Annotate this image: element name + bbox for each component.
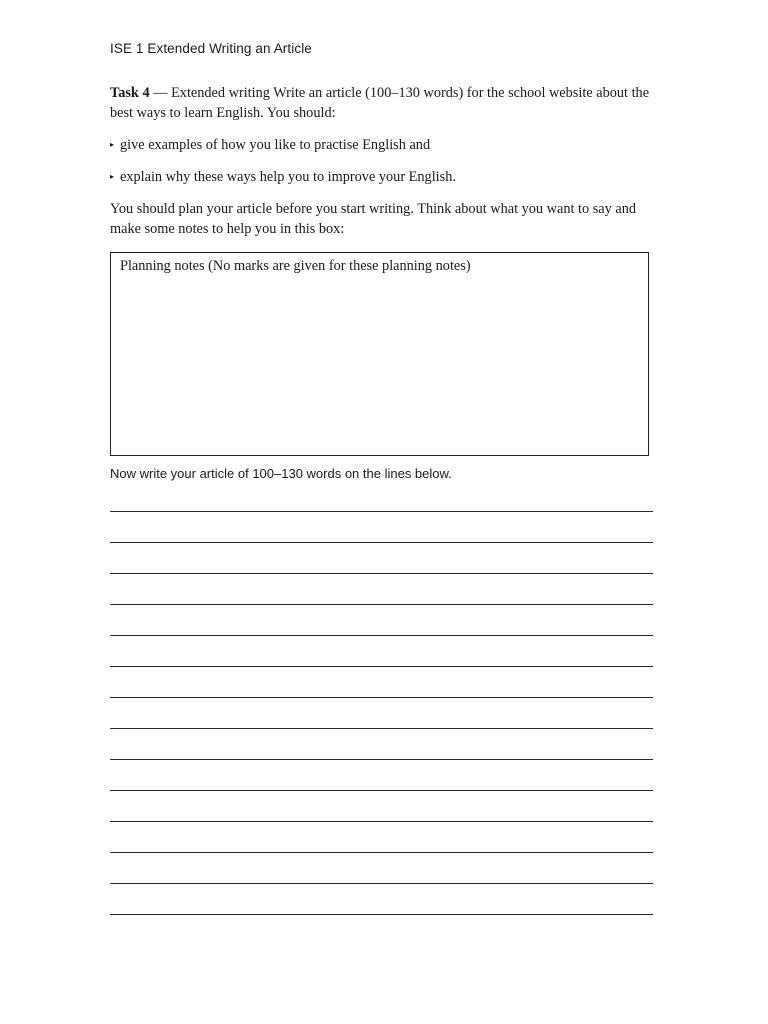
- writing-lines[interactable]: [110, 511, 653, 945]
- writing-line[interactable]: [110, 883, 653, 884]
- writing-line[interactable]: [110, 759, 653, 760]
- bullet-marker-icon: ▸: [110, 172, 115, 181]
- writing-line[interactable]: [110, 604, 653, 605]
- writing-line[interactable]: [110, 573, 653, 574]
- writing-line[interactable]: [110, 914, 653, 915]
- bullet-item: [110, 168, 650, 188]
- writing-line[interactable]: [110, 511, 653, 512]
- writing-line[interactable]: [110, 635, 653, 636]
- page-header: ISE 1 Extended Writing an Article: [110, 41, 312, 56]
- bullet-text: explain why these ways help you to improve your English.: [120, 169, 456, 185]
- planning-notes-box[interactable]: [110, 252, 649, 456]
- plan-instruction: You should plan your article before you start writing. Think about what you want to say and make some notes to help you in this box:: [110, 201, 636, 237]
- writing-line[interactable]: [110, 728, 653, 729]
- planning-notes-title: Planning notes (No marks are given for these planning notes): [120, 258, 471, 274]
- bullet-text: give examples of how you like to practise English and: [120, 137, 431, 153]
- writing-line[interactable]: [110, 666, 653, 667]
- writing-line[interactable]: [110, 821, 653, 822]
- writing-line[interactable]: [110, 697, 653, 698]
- writing-line[interactable]: [110, 542, 653, 543]
- writing-line[interactable]: [110, 790, 653, 791]
- writing-instruction: Now write your article of 100–130 words on the lines below.: [110, 466, 452, 481]
- task-dash: —: [153, 85, 168, 101]
- task-text: Extended writing Write an article (100–130 words) for the school website about the best ways to learn English. You should:: [110, 85, 650, 121]
- task-prompt: [110, 84, 650, 123]
- bullet-item: [110, 136, 650, 156]
- bullet-marker-icon: ▸: [110, 140, 115, 149]
- writing-line[interactable]: [110, 852, 653, 853]
- task-label: Task 4: [110, 85, 150, 101]
